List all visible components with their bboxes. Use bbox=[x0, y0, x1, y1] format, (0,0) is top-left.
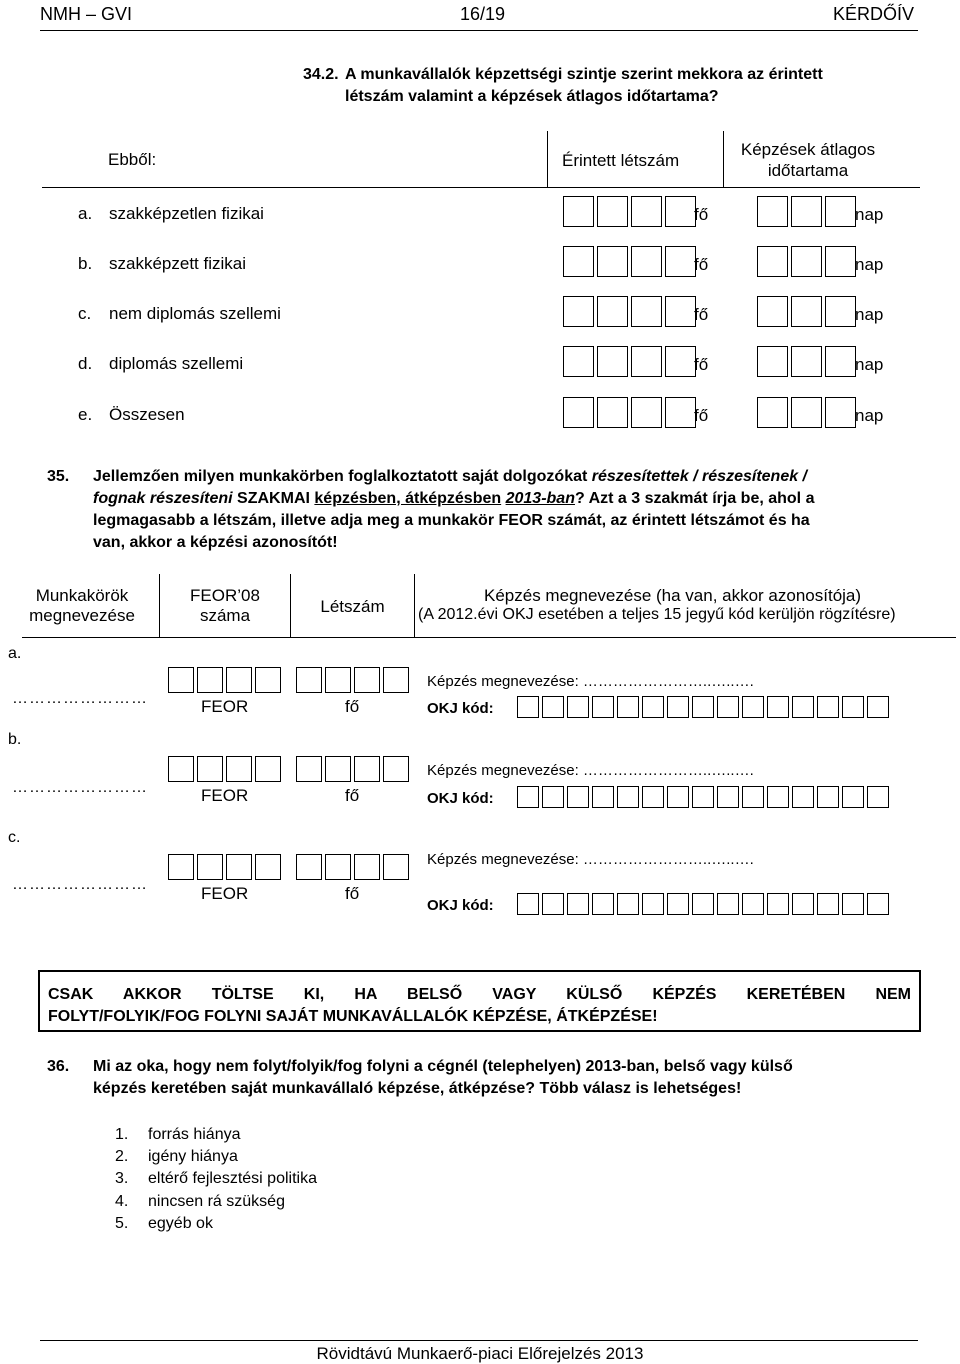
q35-col4-line2: (A 2012.évi OKJ esetében a teljes 15 jegyű kód kerüljön rögzítésre) bbox=[418, 606, 896, 623]
digit-box[interactable] bbox=[354, 667, 380, 693]
digit-box[interactable] bbox=[665, 397, 696, 428]
okj-digit-box[interactable] bbox=[517, 893, 539, 915]
okj-digit-box[interactable] bbox=[867, 893, 889, 915]
digit-box[interactable] bbox=[296, 854, 322, 880]
q35-header-rule bbox=[22, 637, 956, 638]
okj-digit-box[interactable] bbox=[817, 893, 839, 915]
unit-nap: nap bbox=[855, 406, 884, 425]
warning-box bbox=[38, 970, 921, 1032]
digit-box[interactable] bbox=[325, 756, 351, 782]
fo-label: fő bbox=[345, 697, 360, 716]
q342-number: 34.2. bbox=[303, 66, 339, 83]
digit-box[interactable] bbox=[665, 296, 696, 327]
digit-box[interactable] bbox=[825, 246, 856, 277]
digit-box[interactable] bbox=[255, 756, 281, 782]
digit-box[interactable] bbox=[383, 854, 409, 880]
digit-box[interactable] bbox=[597, 397, 628, 428]
job-name-field[interactable]: …………………… bbox=[12, 779, 148, 796]
headcount-boxes[interactable] bbox=[563, 246, 696, 277]
unit-nap: nap bbox=[855, 355, 884, 374]
headcount-boxes[interactable] bbox=[296, 667, 409, 693]
duration-boxes[interactable] bbox=[757, 397, 856, 428]
digit-box[interactable] bbox=[255, 667, 281, 693]
q342-row-label: nem diplomás szellemi bbox=[109, 304, 281, 323]
job-name-field[interactable]: …………………… bbox=[12, 690, 148, 707]
digit-box[interactable] bbox=[597, 246, 628, 277]
q36-line2: képzés keretében saját munkavállaló képzése, átképzése? Több válasz is lehetséges! bbox=[93, 1080, 742, 1097]
okj-digit-box[interactable] bbox=[667, 696, 689, 718]
q35-line2-underlined: képzésben, átképzésben bbox=[314, 490, 502, 507]
duration-boxes[interactable] bbox=[757, 346, 856, 377]
okj-digit-box[interactable] bbox=[842, 786, 864, 808]
q342-row-letter: d. bbox=[78, 354, 93, 373]
okj-digit-box[interactable] bbox=[692, 786, 714, 808]
footer-rule bbox=[40, 1340, 918, 1341]
unit-fo: fő bbox=[694, 406, 709, 425]
q35-col4-line1: Képzés megnevezése (ha van, akkor azonosítója) bbox=[484, 586, 862, 605]
warning-line1: CSAK AKKOR TÖLTSE KI, HA BELSŐ VAGY KÜLSŐ KÉPZÉS KERETÉBEN NEM bbox=[48, 986, 911, 1003]
digit-box[interactable] bbox=[168, 667, 194, 693]
digit-box[interactable] bbox=[665, 196, 696, 227]
q342-row-letter: c. bbox=[78, 304, 92, 323]
digit-box[interactable] bbox=[383, 667, 409, 693]
digit-box[interactable] bbox=[791, 397, 822, 428]
okj-digit-box[interactable] bbox=[617, 893, 639, 915]
q342-row-letter: b. bbox=[78, 254, 93, 273]
q35-header-divider bbox=[159, 574, 160, 638]
q35-line2-rest: ? Azt a 3 szakmát írja be, ahol a bbox=[574, 490, 815, 507]
okj-digit-box[interactable] bbox=[817, 786, 839, 808]
q342-col-ebbol: Ebből: bbox=[108, 150, 157, 169]
digit-box[interactable] bbox=[383, 756, 409, 782]
training-name-field[interactable]: Képzés megnevezése: ……………………..…..…. bbox=[427, 762, 754, 779]
digit-box[interactable] bbox=[226, 854, 252, 880]
q35-col2-line2: száma bbox=[199, 606, 251, 625]
digit-box[interactable] bbox=[791, 346, 822, 377]
okj-digit-box[interactable] bbox=[792, 696, 814, 718]
option-number: 5. bbox=[115, 1215, 129, 1232]
unit-fo: fő bbox=[694, 205, 709, 224]
duration-boxes[interactable] bbox=[757, 296, 856, 327]
digit-box[interactable] bbox=[757, 397, 788, 428]
okj-label: OKJ kód: bbox=[427, 790, 494, 807]
q35-line2 bbox=[93, 490, 814, 508]
digit-box[interactable] bbox=[197, 756, 223, 782]
okj-digit-box[interactable] bbox=[567, 893, 589, 915]
feor-label: FEOR bbox=[201, 884, 249, 903]
q35-col1-line2: megnevezése bbox=[29, 606, 135, 625]
unit-nap: nap bbox=[855, 205, 884, 224]
okj-digit-box[interactable] bbox=[517, 696, 539, 718]
okj-digit-box[interactable] bbox=[617, 786, 639, 808]
headcount-boxes[interactable] bbox=[563, 196, 696, 227]
digit-box[interactable] bbox=[597, 196, 628, 227]
digit-box[interactable] bbox=[354, 854, 380, 880]
q35-line1-text: Jellemzően milyen munkakörben foglalkoztatott saját dolgozókat bbox=[93, 468, 592, 485]
okj-digit-box[interactable] bbox=[667, 893, 689, 915]
okj-digit-box[interactable] bbox=[742, 893, 764, 915]
digit-box[interactable] bbox=[563, 246, 594, 277]
feor-label: FEOR bbox=[201, 697, 249, 716]
option-igeny-hianya[interactable]: igény hiánya bbox=[148, 1148, 238, 1165]
digit-box[interactable] bbox=[563, 196, 594, 227]
option-number: 4. bbox=[115, 1193, 129, 1210]
q35-col1-line1: Munkakörök bbox=[35, 586, 129, 605]
okj-label: OKJ kód: bbox=[427, 897, 494, 914]
digit-box[interactable] bbox=[597, 296, 628, 327]
digit-box[interactable] bbox=[631, 397, 662, 428]
option-nincs-szukseg[interactable]: nincsen rá szükség bbox=[148, 1193, 285, 1210]
okj-digit-box[interactable] bbox=[642, 893, 664, 915]
option-number: 3. bbox=[115, 1170, 129, 1187]
okj-digit-box[interactable] bbox=[767, 786, 789, 808]
q35-header-divider bbox=[290, 574, 291, 638]
warning-line2: FOLYT/FOLYIK/FOG FOLYNI SAJÁT MUNKAVÁLLALÓK KÉPZÉSE, ÁTKÉPZÉSE! bbox=[48, 1008, 658, 1025]
header-left: NMH – GVI bbox=[40, 4, 133, 24]
digit-box[interactable] bbox=[757, 296, 788, 327]
feor-boxes[interactable] bbox=[168, 756, 281, 782]
unit-fo: fő bbox=[694, 255, 709, 274]
digit-box[interactable] bbox=[631, 196, 662, 227]
okj-digit-box[interactable] bbox=[717, 893, 739, 915]
q35-line3: legmagasabb a létszám, illetve adja meg a munkakör FEOR számát, az érintett létszámot és ha bbox=[93, 512, 810, 529]
fo-label: fő bbox=[345, 786, 360, 805]
option-number: 1. bbox=[115, 1126, 129, 1143]
option-number: 2. bbox=[115, 1148, 129, 1165]
digit-box[interactable] bbox=[563, 397, 594, 428]
digit-box[interactable] bbox=[226, 667, 252, 693]
header-right: KÉRDŐÍV bbox=[833, 4, 915, 24]
q342-row-letter: e. bbox=[78, 405, 93, 424]
okj-digit-box[interactable] bbox=[642, 786, 664, 808]
okj-digit-box[interactable] bbox=[792, 893, 814, 915]
q35-line4: van, akkor a képzési azonosítót! bbox=[93, 534, 338, 551]
okj-digit-box[interactable] bbox=[567, 696, 589, 718]
headcount-boxes[interactable] bbox=[563, 346, 696, 377]
headcount-boxes[interactable] bbox=[563, 296, 696, 327]
q36-number: 36. bbox=[47, 1058, 70, 1075]
digit-box[interactable] bbox=[631, 246, 662, 277]
q35-line1-italic: részesítettek / részesítenek / bbox=[591, 468, 807, 485]
okj-digit-box[interactable] bbox=[692, 893, 714, 915]
q342-header-rule bbox=[42, 187, 920, 188]
okj-digit-box[interactable] bbox=[842, 893, 864, 915]
q35-col3: Létszám bbox=[320, 597, 385, 616]
digit-box[interactable] bbox=[791, 246, 822, 277]
option-eltero-politika[interactable]: eltérő fejlesztési politika bbox=[148, 1170, 317, 1187]
feor-label: FEOR bbox=[201, 786, 249, 805]
q342-header-divider bbox=[547, 131, 548, 187]
training-name-field[interactable]: Képzés megnevezése: ……………………..…..…. bbox=[427, 851, 754, 868]
q35-line2-szakmai: SZAKMAI bbox=[232, 490, 315, 507]
q35-number: 35. bbox=[47, 468, 70, 485]
digit-box[interactable] bbox=[825, 397, 856, 428]
okj-boxes[interactable] bbox=[517, 696, 889, 718]
digit-box[interactable] bbox=[296, 756, 322, 782]
digit-box[interactable] bbox=[665, 246, 696, 277]
job-name-field[interactable]: …………………… bbox=[12, 876, 148, 893]
q35-header-divider bbox=[414, 574, 415, 638]
feor-boxes[interactable] bbox=[168, 854, 281, 880]
unit-fo: fő bbox=[694, 305, 709, 324]
q35-line2-italic: fognak részesíteni bbox=[93, 490, 233, 507]
headcount-boxes[interactable] bbox=[296, 756, 409, 782]
unit-nap: nap bbox=[855, 305, 884, 324]
digit-box[interactable] bbox=[197, 667, 223, 693]
digit-box[interactable] bbox=[563, 346, 594, 377]
okj-digit-box[interactable] bbox=[517, 786, 539, 808]
q342-col-letszam: Érintett létszám bbox=[562, 151, 680, 170]
digit-box[interactable] bbox=[791, 196, 822, 227]
q342-row-label: diplomás szellemi bbox=[109, 354, 244, 373]
digit-box[interactable] bbox=[226, 756, 252, 782]
q35-row-letter: c. bbox=[8, 829, 21, 846]
okj-digit-box[interactable] bbox=[767, 696, 789, 718]
okj-boxes[interactable] bbox=[517, 786, 889, 808]
digit-box[interactable] bbox=[757, 196, 788, 227]
digit-box[interactable] bbox=[825, 346, 856, 377]
q35-row-letter: a. bbox=[8, 645, 22, 662]
q342-row-label: szakképzetlen fizikai bbox=[109, 204, 264, 223]
headcount-boxes[interactable] bbox=[296, 854, 409, 880]
digit-box[interactable] bbox=[325, 854, 351, 880]
fo-label: fő bbox=[345, 884, 360, 903]
digit-box[interactable] bbox=[563, 296, 594, 327]
q342-row-letter: a. bbox=[78, 204, 93, 223]
okj-digit-box[interactable] bbox=[542, 696, 564, 718]
okj-digit-box[interactable] bbox=[592, 696, 614, 718]
digit-box[interactable] bbox=[825, 196, 856, 227]
training-name-field[interactable]: Képzés megnevezése: ……………………..…..…. bbox=[427, 673, 754, 690]
q342-row-label: Összesen bbox=[109, 405, 185, 424]
digit-box[interactable] bbox=[255, 854, 281, 880]
unit-nap: nap bbox=[855, 255, 884, 274]
okj-digit-box[interactable] bbox=[717, 786, 739, 808]
page-number: 16/19 bbox=[460, 4, 506, 24]
option-egyeb-ok[interactable]: egyéb ok bbox=[148, 1215, 213, 1232]
okj-digit-box[interactable] bbox=[642, 696, 664, 718]
duration-boxes[interactable] bbox=[757, 246, 856, 277]
okj-digit-box[interactable] bbox=[592, 786, 614, 808]
unit-fo: fő bbox=[694, 355, 709, 374]
q342-text-line1: A munkavállalók képzettségi szintje szerint mekkora az érintett bbox=[345, 66, 823, 83]
okj-digit-box[interactable] bbox=[692, 696, 714, 718]
okj-digit-box[interactable] bbox=[867, 786, 889, 808]
q342-text-line2: létszám valamint a képzések átlagos időtartama? bbox=[345, 88, 719, 105]
digit-box[interactable] bbox=[354, 756, 380, 782]
digit-box[interactable] bbox=[791, 296, 822, 327]
q342-header-divider bbox=[723, 131, 724, 187]
okj-digit-box[interactable] bbox=[767, 893, 789, 915]
digit-box[interactable] bbox=[296, 667, 322, 693]
header-rule bbox=[40, 30, 918, 31]
okj-label: OKJ kód: bbox=[427, 700, 494, 717]
digit-box[interactable] bbox=[757, 346, 788, 377]
q35-col2-line1: FEOR’08 bbox=[190, 586, 260, 605]
okj-digit-box[interactable] bbox=[567, 786, 589, 808]
digit-box[interactable] bbox=[757, 246, 788, 277]
q342-col-idotartam-line2: időtartama bbox=[767, 161, 849, 180]
duration-boxes[interactable] bbox=[757, 196, 856, 227]
okj-digit-box[interactable] bbox=[842, 696, 864, 718]
okj-digit-box[interactable] bbox=[742, 696, 764, 718]
digit-box[interactable] bbox=[168, 854, 194, 880]
q36-line1: Mi az oka, hogy nem folyt/folyik/fog folyni a cégnél (telephelyen) 2013-ban, belső vagy külső bbox=[93, 1058, 793, 1075]
okj-digit-box[interactable] bbox=[817, 696, 839, 718]
digit-box[interactable] bbox=[825, 296, 856, 327]
okj-digit-box[interactable] bbox=[617, 696, 639, 718]
digit-box[interactable] bbox=[325, 667, 351, 693]
okj-digit-box[interactable] bbox=[792, 786, 814, 808]
option-forras-hianya[interactable]: forrás hiánya bbox=[148, 1126, 241, 1143]
footer-text: Rövidtávú Munkaerő-piaci Előrejelzés 2013 bbox=[316, 1344, 644, 1363]
feor-boxes[interactable] bbox=[168, 667, 281, 693]
q342-row-label: szakképzett fizikai bbox=[109, 254, 246, 273]
q35-row-letter: b. bbox=[8, 731, 22, 748]
okj-digit-box[interactable] bbox=[542, 786, 564, 808]
okj-digit-box[interactable] bbox=[667, 786, 689, 808]
digit-box[interactable] bbox=[665, 346, 696, 377]
q342-col-idotartam-line1: Képzések átlagos bbox=[740, 140, 876, 159]
digit-box[interactable] bbox=[197, 854, 223, 880]
q35-line1 bbox=[93, 468, 919, 486]
okj-digit-box[interactable] bbox=[717, 696, 739, 718]
headcount-boxes[interactable] bbox=[563, 397, 696, 428]
okj-boxes[interactable] bbox=[517, 893, 889, 915]
q35-line2-year: 2013-ban bbox=[505, 490, 575, 507]
digit-box[interactable] bbox=[597, 346, 628, 377]
okj-digit-box[interactable] bbox=[592, 893, 614, 915]
okj-digit-box[interactable] bbox=[742, 786, 764, 808]
digit-box[interactable] bbox=[631, 296, 662, 327]
okj-digit-box[interactable] bbox=[867, 696, 889, 718]
digit-box[interactable] bbox=[631, 346, 662, 377]
okj-digit-box[interactable] bbox=[542, 893, 564, 915]
digit-box[interactable] bbox=[168, 756, 194, 782]
